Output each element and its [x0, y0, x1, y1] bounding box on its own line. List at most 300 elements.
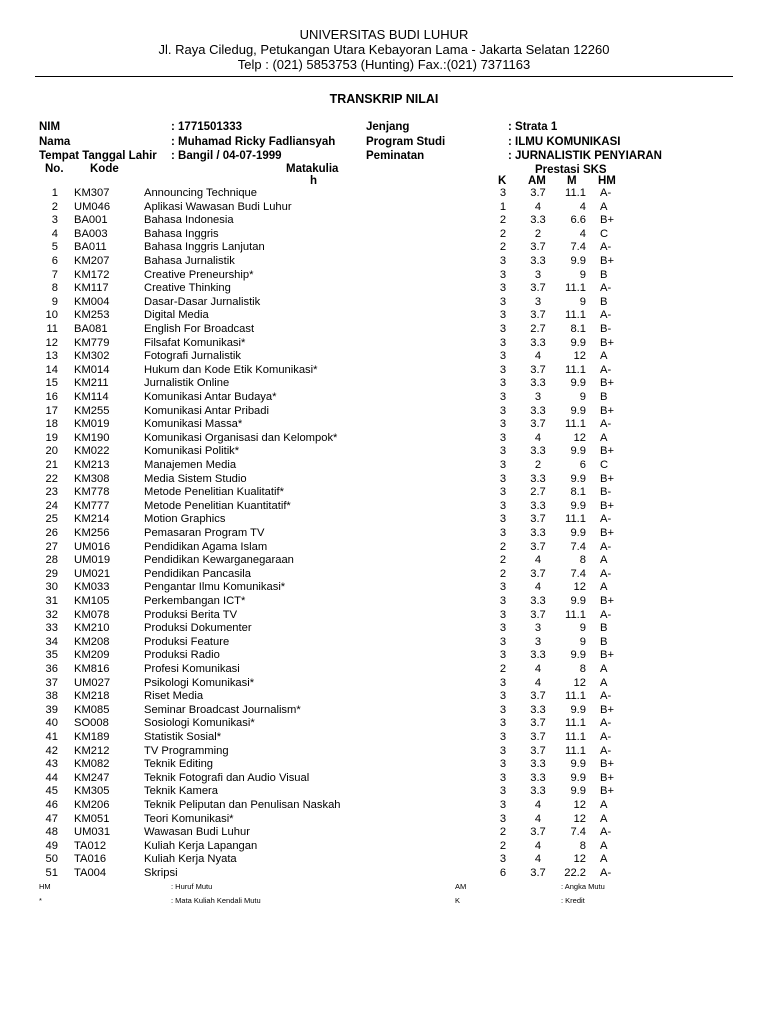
row-kode: UM031 [74, 826, 111, 839]
col-header-matakuliah-wrap: h [310, 175, 318, 187]
table-row [0, 486, 768, 500]
row-no: 36 [45, 663, 58, 675]
row-am: 3.3 [530, 785, 546, 798]
row-k: 3 [499, 459, 507, 471]
row-k: 2 [499, 540, 507, 553]
table-row [0, 513, 768, 527]
legend-hm-desc: : Huruf Mutu [171, 882, 213, 891]
row-kode: TA004 [74, 867, 107, 879]
table-row [0, 717, 768, 731]
row-k: 3 [499, 363, 507, 376]
row-hm: A- [600, 744, 612, 757]
row-am: 2.7 [530, 486, 546, 499]
row-matakuliah: Pendidikan Pancasila [144, 567, 251, 580]
row-matakuliah: Jurnalistik Online [144, 377, 230, 390]
row-matakuliah: Pemasaran Program TV [144, 527, 265, 539]
table-row [0, 595, 768, 609]
row-m: 8.1 [570, 486, 586, 499]
row-kode: KM307 [74, 187, 110, 199]
row-no: 5 [51, 241, 58, 254]
row-am: 4 [534, 200, 542, 213]
row-matakuliah: Dasar-Dasar Jurnalistik [144, 295, 261, 308]
row-matakuliah: Teknik Peliputan dan Penulisan Naskah [144, 799, 341, 811]
table-row [0, 337, 768, 351]
row-k: 3 [499, 744, 507, 757]
row-k: 2 [499, 214, 507, 227]
row-am: 3 [534, 622, 542, 635]
row-hm: B [600, 295, 608, 308]
row-kode: KM022 [74, 445, 110, 458]
nim-value: : 1771501333 [171, 121, 242, 133]
row-k: 3 [499, 758, 507, 771]
row-hm: B [600, 635, 608, 648]
table-row [0, 445, 768, 459]
row-matakuliah: Skripsi [144, 867, 178, 879]
legend-hm-key: HM [39, 882, 51, 891]
table-row [0, 323, 768, 337]
row-hm: B+ [600, 445, 614, 458]
row-kode: KM779 [74, 336, 110, 349]
row-matakuliah: Produksi Feature [144, 635, 230, 648]
row-hm: B+ [600, 595, 614, 607]
row-matakuliah: Teori Komunikasi* [144, 812, 234, 825]
row-kode: KM208 [74, 635, 110, 648]
table-row [0, 201, 768, 215]
row-hm: A- [600, 418, 612, 431]
row-no: 51 [45, 867, 58, 879]
row-matakuliah: Komunikasi Politik* [144, 445, 240, 458]
row-hm: A- [600, 241, 612, 254]
row-kode: KM211 [74, 377, 109, 390]
table-row [0, 853, 768, 867]
row-matakuliah: Produksi Radio [144, 649, 220, 662]
row-k: 3 [499, 499, 507, 512]
row-no: 49 [45, 839, 58, 852]
page-title: TRANSKRIP NILAI [329, 92, 439, 106]
row-am: 3.3 [530, 771, 546, 784]
row-k: 3 [499, 717, 507, 730]
table-row [0, 432, 768, 446]
row-m: 7.4 [570, 826, 586, 839]
row-am: 3.3 [530, 214, 546, 227]
row-m: 11.1 [565, 513, 586, 526]
row-no: 18 [45, 418, 58, 431]
row-m: 7.4 [570, 567, 586, 580]
header-divider [35, 76, 733, 77]
table-row [0, 214, 768, 228]
row-am: 3 [534, 635, 542, 648]
row-k: 3 [499, 404, 507, 417]
row-am: 3.7 [530, 363, 546, 376]
table-row [0, 704, 768, 718]
table-row [0, 636, 768, 650]
row-m: 9.9 [570, 377, 586, 390]
row-kode: KM189 [74, 731, 110, 743]
row-am: 3.3 [530, 404, 546, 417]
row-kode: BA003 [74, 227, 108, 240]
row-hm: B+ [600, 527, 614, 539]
row-m: 9.9 [570, 527, 586, 539]
table-row [0, 840, 768, 854]
row-kode: KM206 [74, 799, 110, 811]
row-matakuliah: Pendidikan Agama Islam [144, 540, 268, 553]
row-am: 3.7 [530, 513, 546, 526]
row-k: 3 [499, 391, 507, 403]
row-k: 3 [499, 812, 507, 825]
row-kode: BA001 [74, 214, 108, 227]
row-m: 11.1 [565, 608, 586, 621]
row-no: 41 [45, 731, 58, 743]
table-row [0, 758, 768, 772]
row-hm: B+ [600, 214, 614, 227]
legend-am-desc: : Angka Mutu [561, 882, 605, 891]
ttl-value: : Bangil / 04-07-1999 [171, 150, 282, 162]
row-kode: KM207 [74, 255, 110, 267]
row-matakuliah: Profesi Komunikasi [144, 663, 240, 675]
row-am: 4 [534, 581, 542, 594]
row-hm: B+ [600, 785, 614, 798]
row-kode: KM209 [74, 649, 110, 662]
row-hm: B+ [600, 472, 614, 485]
row-k: 3 [499, 731, 507, 743]
row-matakuliah: Komunikasi Antar Pribadi [144, 404, 269, 417]
row-m: 11.1 [565, 690, 586, 703]
row-am: 3.7 [530, 717, 546, 730]
row-m: 11.1 [565, 731, 586, 743]
row-kode: KM085 [74, 703, 110, 716]
row-matakuliah: Media Sistem Studio [144, 472, 247, 485]
table-row [0, 663, 768, 677]
table-row [0, 731, 768, 745]
row-m: 8 [579, 839, 586, 852]
table-row [0, 187, 768, 201]
row-m: 12 [573, 350, 586, 363]
row-m: 7.4 [570, 241, 586, 254]
row-hm: A- [600, 826, 612, 839]
row-m: 9 [579, 635, 586, 648]
table-row [0, 554, 768, 568]
row-am: 3.3 [530, 499, 546, 512]
row-matakuliah: Digital Media [144, 309, 209, 322]
row-hm: B [600, 268, 608, 281]
row-kode: KM308 [74, 472, 110, 485]
row-am: 4 [534, 853, 542, 866]
row-m: 9 [579, 295, 586, 308]
row-no: 45 [45, 785, 58, 798]
row-k: 2 [499, 567, 507, 580]
row-no: 48 [45, 826, 58, 839]
row-hm: A- [600, 513, 612, 526]
row-hm: A [600, 663, 608, 675]
row-m: 11.1 [565, 744, 586, 757]
row-hm: A- [600, 187, 612, 199]
row-hm: B+ [600, 404, 614, 417]
table-row [0, 622, 768, 636]
row-am: 3.7 [530, 608, 546, 621]
legend-star-key: * [39, 896, 42, 905]
table-row [0, 609, 768, 623]
row-no: 1 [51, 187, 58, 199]
table-row [0, 826, 768, 840]
row-no: 21 [45, 459, 58, 471]
nim-label: NIM [39, 121, 61, 133]
row-hm: A- [600, 567, 612, 580]
row-no: 2 [51, 200, 58, 213]
row-k: 3 [499, 785, 507, 798]
row-hm: A- [600, 309, 612, 322]
row-kode: KM051 [74, 812, 110, 825]
row-am: 3.3 [530, 445, 546, 458]
row-k: 3 [499, 486, 507, 499]
row-matakuliah: Filsafat Komunikasi* [144, 336, 246, 349]
row-am: 2 [534, 227, 542, 240]
table-row [0, 649, 768, 663]
row-kode: KM778 [74, 486, 110, 499]
row-hm: A- [600, 867, 612, 879]
row-kode: KM302 [74, 350, 110, 363]
row-k: 3 [499, 771, 507, 784]
row-k: 2 [499, 241, 507, 254]
row-hm: B+ [600, 703, 614, 716]
row-hm: A- [600, 717, 612, 730]
row-k: 3 [499, 255, 507, 267]
row-am: 3 [534, 268, 542, 281]
row-am: 3.7 [530, 826, 546, 839]
table-row [0, 255, 768, 269]
col-header-k: K [498, 175, 507, 187]
col-header-matakuliah: Matakulia [286, 163, 339, 175]
row-hm: B+ [600, 499, 614, 512]
row-am: 2.7 [530, 323, 546, 335]
row-m: 12 [573, 431, 586, 444]
row-k: 3 [499, 676, 507, 689]
row-no: 43 [45, 758, 58, 771]
row-k: 3 [499, 608, 507, 621]
row-m: 6 [579, 459, 586, 471]
table-row [0, 241, 768, 255]
table-row [0, 541, 768, 555]
row-am: 3.7 [530, 744, 546, 757]
row-hm: B [600, 622, 608, 635]
row-hm: A [600, 554, 608, 567]
row-hm: B+ [600, 649, 614, 662]
row-kode: KM305 [74, 785, 110, 798]
row-hm: A- [600, 363, 612, 376]
row-am: 3.7 [530, 282, 546, 295]
table-row [0, 473, 768, 487]
jenjang-label: Jenjang [366, 121, 410, 133]
col-header-m: M [567, 175, 577, 187]
row-kode: UM019 [74, 554, 111, 567]
row-no: 38 [45, 690, 58, 703]
row-hm: A [600, 839, 608, 852]
table-row [0, 813, 768, 827]
row-k: 3 [499, 268, 507, 281]
row-no: 42 [45, 744, 58, 757]
row-m: 9.9 [570, 404, 586, 417]
row-no: 35 [45, 649, 58, 662]
row-am: 4 [534, 663, 542, 675]
row-hm: A [600, 350, 608, 363]
row-am: 4 [534, 799, 542, 811]
row-no: 16 [45, 391, 58, 403]
row-matakuliah: Komunikasi Antar Budaya* [144, 391, 277, 403]
row-k: 3 [499, 187, 507, 199]
row-m: 8 [579, 554, 586, 567]
row-hm: A [600, 812, 608, 825]
table-row [0, 391, 768, 405]
row-no: 30 [45, 581, 58, 594]
table-row [0, 377, 768, 391]
row-matakuliah: Statistik Sosial* [144, 731, 222, 743]
row-hm: B- [600, 323, 612, 335]
table-row [0, 296, 768, 310]
peminatan-value: : JURNALISTIK PENYIARAN [508, 150, 662, 162]
table-row [0, 418, 768, 432]
row-m: 9.9 [570, 595, 586, 607]
row-k: 3 [499, 527, 507, 539]
row-matakuliah: Hukum dan Kode Etik Komunikasi* [144, 363, 318, 376]
row-kode: KM019 [74, 418, 110, 431]
row-matakuliah: Sosiologi Komunikasi* [144, 717, 255, 730]
row-k: 3 [499, 336, 507, 349]
row-k: 3 [499, 377, 507, 390]
row-kode: KM256 [74, 527, 110, 539]
row-am: 2 [534, 459, 542, 471]
row-m: 12 [573, 799, 586, 811]
row-m: 12 [573, 853, 586, 866]
row-k: 3 [499, 350, 507, 363]
legend-star-desc: : Mata Kuliah Kendali Mutu [171, 896, 261, 905]
row-no: 12 [45, 336, 58, 349]
row-kode: KM218 [74, 690, 110, 703]
row-no: 13 [45, 350, 58, 363]
row-kode: KM214 [74, 513, 110, 526]
row-m: 9 [579, 268, 586, 281]
row-kode: KM105 [74, 595, 110, 607]
row-no: 19 [45, 431, 58, 444]
row-matakuliah: Kuliah Kerja Nyata [144, 853, 237, 866]
table-row [0, 309, 768, 323]
nama-value: : Muhamad Ricky Fadliansyah [171, 136, 336, 148]
row-no: 34 [45, 635, 58, 648]
row-am: 3.7 [530, 241, 546, 254]
legend-k-key: K [455, 896, 461, 905]
row-m: 9.9 [570, 703, 586, 716]
col-header-no: No. [45, 163, 64, 175]
row-am: 4 [534, 676, 542, 689]
prodi-label: Program Studi [366, 136, 446, 148]
row-k: 2 [499, 839, 507, 852]
row-k: 2 [499, 663, 507, 675]
col-header-prestasi-sks: Prestasi SKS [535, 164, 607, 176]
row-no: 28 [45, 554, 58, 567]
row-matakuliah: Bahasa Jurnalistik [144, 255, 235, 267]
row-hm: A- [600, 540, 612, 553]
row-matakuliah: Psikologi Komunikasi* [144, 676, 255, 689]
row-m: 9.9 [570, 649, 586, 662]
row-matakuliah: Metode Penelitian Kuantitatif* [144, 499, 291, 512]
row-matakuliah: Komunikasi Massa* [144, 418, 243, 431]
table-row [0, 867, 768, 881]
row-am: 4 [534, 554, 542, 567]
row-kode: UM021 [74, 567, 111, 580]
row-am: 3.7 [530, 187, 546, 199]
row-m: 11.1 [565, 363, 586, 376]
row-kode: KM255 [74, 404, 110, 417]
row-m: 9.9 [570, 255, 586, 267]
row-k: 1 [499, 200, 507, 213]
row-kode: UM027 [74, 676, 111, 689]
table-row [0, 364, 768, 378]
row-hm: A [600, 581, 608, 594]
row-hm: B+ [600, 255, 614, 267]
row-am: 3.3 [530, 758, 546, 771]
row-matakuliah: Teknik Fotografi dan Audio Visual [144, 771, 310, 784]
row-hm: B [600, 391, 608, 403]
row-k: 3 [499, 799, 507, 811]
table-row [0, 459, 768, 473]
row-m: 9.9 [570, 785, 586, 798]
row-kode: KM212 [74, 744, 110, 757]
col-header-am: AM [528, 175, 546, 187]
row-kode: KM777 [74, 499, 110, 512]
row-matakuliah: TV Programming [144, 744, 229, 757]
row-k: 3 [499, 295, 507, 308]
table-row [0, 269, 768, 283]
row-am: 3.3 [530, 703, 546, 716]
row-matakuliah: Creative Thinking [144, 282, 231, 295]
prodi-value: : ILMU KOMUNIKASI [508, 136, 621, 148]
row-hm: C [600, 459, 609, 471]
row-no: 50 [45, 853, 58, 866]
row-matakuliah: Wawasan Budi Luhur [144, 826, 250, 839]
row-matakuliah: Seminar Broadcast Journalism* [144, 703, 301, 716]
row-am: 3.7 [530, 309, 546, 322]
row-matakuliah: Teknik Editing [144, 758, 214, 771]
row-m: 9.9 [570, 758, 586, 771]
row-m: 11.1 [565, 717, 586, 730]
row-matakuliah: Bahasa Inggris Lanjutan [144, 241, 265, 254]
table-row [0, 799, 768, 813]
row-k: 3 [499, 703, 507, 716]
row-matakuliah: Perkembangan ICT* [144, 595, 246, 607]
row-am: 3.7 [530, 540, 546, 553]
row-m: 9.9 [570, 499, 586, 512]
row-hm: B+ [600, 771, 614, 784]
row-no: 31 [45, 595, 58, 607]
row-kode: KM213 [74, 459, 110, 471]
row-m: 6.6 [570, 214, 586, 227]
row-k: 3 [499, 431, 507, 444]
row-m: 4 [579, 227, 586, 240]
row-kode: KM082 [74, 758, 110, 771]
row-m: 7.4 [570, 540, 586, 553]
row-no: 24 [45, 499, 58, 512]
table-row [0, 690, 768, 704]
row-no: 17 [45, 404, 58, 417]
row-matakuliah: Metode Penelitian Kualitatif* [144, 486, 284, 499]
row-m: 11.1 [565, 282, 586, 295]
table-row [0, 677, 768, 691]
row-kode: KM247 [74, 771, 110, 784]
row-matakuliah: Komunikasi Organisasi dan Kelompok* [144, 431, 338, 444]
row-am: 4 [534, 431, 542, 444]
row-m: 9.9 [570, 445, 586, 458]
row-k: 3 [499, 690, 507, 703]
row-k: 3 [499, 581, 507, 594]
row-am: 3.7 [530, 867, 546, 879]
